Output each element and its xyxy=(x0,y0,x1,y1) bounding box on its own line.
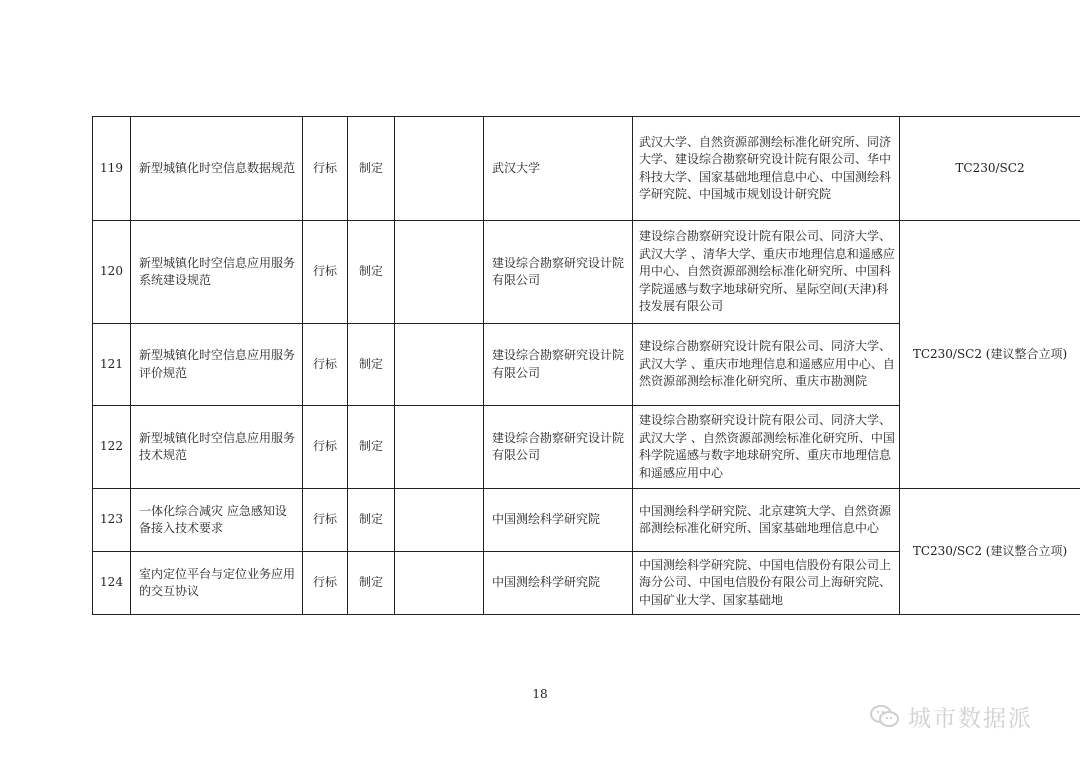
row-number: 124 xyxy=(93,552,131,615)
row-number: 120 xyxy=(93,221,131,324)
standard-name: 新型城镇化时空信息数据规范 xyxy=(131,117,303,221)
standard-type: 行标 xyxy=(303,406,348,489)
standard-name: 新型城镇化时空信息应用服务评价规范 xyxy=(131,324,303,406)
lead-unit: 建设综合勘察研究设计院有限公司 xyxy=(484,406,633,489)
row-number: 123 xyxy=(93,489,131,552)
page-number: 18 xyxy=(532,687,548,701)
wechat-icon xyxy=(870,704,900,730)
row-number: 121 xyxy=(93,324,131,406)
standard-mode: 制定 xyxy=(348,406,395,489)
lead-unit: 武汉大学 xyxy=(484,117,633,221)
empty-cell xyxy=(395,324,484,406)
participating-units: 建设综合勘察研究设计院有限公司、同济大学、武汉大学 、重庆市地理信息和遥感应用中心、自然资源部测绘标准化研究所、重庆市勘测院 xyxy=(633,324,900,406)
standard-mode: 制定 xyxy=(348,552,395,615)
standard-type: 行标 xyxy=(303,324,348,406)
standard-type: 行标 xyxy=(303,489,348,552)
participating-units: 建设综合勘察研究设计院有限公司、同济大学、武汉大学 、自然资源部测绘标准化研究所、中国科学院遥感与数字地球研究所、重庆市地理信息和遥感应用中心 xyxy=(633,406,900,489)
lead-unit: 中国测绘科学研究院 xyxy=(484,489,633,552)
empty-cell xyxy=(395,406,484,489)
standard-name: 一体化综合减灾 应急感知设备接入技术要求 xyxy=(131,489,303,552)
committee: TC230/SC2 (建议整合立项) xyxy=(900,221,1080,489)
standard-type: 行标 xyxy=(303,117,348,221)
participating-units: 建设综合勘察研究设计院有限公司、同济大学、武汉大学 、清华大学、重庆市地理信息和遥感应用中心、自然资源部测绘标准化研究所、中国科学院遥感与数字地球研究所、星际空间(天津)科技发展有限公司 xyxy=(633,221,900,324)
watermark-text: 城市数据派 xyxy=(908,706,1033,732)
empty-cell xyxy=(395,552,484,615)
watermark xyxy=(870,700,1033,733)
empty-cell xyxy=(395,221,484,324)
standards-table xyxy=(92,116,1080,615)
table-row xyxy=(93,221,1080,324)
participating-units: 中国测绘科学研究院、北京建筑大学、自然资源部测绘标准化研究所、国家基础地理信息中心 xyxy=(633,489,900,552)
empty-cell xyxy=(395,117,484,221)
standard-mode: 制定 xyxy=(348,221,395,324)
empty-cell xyxy=(395,489,484,552)
participating-units: 中国测绘科学研究院、中国电信股份有限公司上海分公司、中国电信股份有限公司上海研究院、中国矿业大学、国家基础地 xyxy=(633,552,900,615)
lead-unit: 建设综合勘察研究设计院有限公司 xyxy=(484,221,633,324)
row-number: 119 xyxy=(93,117,131,221)
standard-mode: 制定 xyxy=(348,117,395,221)
standard-name: 新型城镇化时空信息应用服务技术规范 xyxy=(131,406,303,489)
standard-mode: 制定 xyxy=(348,489,395,552)
committee: TC230/SC2 xyxy=(900,117,1080,221)
participating-units: 武汉大学、自然资源部测绘标准化研究所、同济大学、建设综合勘察研究设计院有限公司、华中科技大学、国家基础地理信息中心、中国测绘科学研究院、中国城市规划设计研究院 xyxy=(633,117,900,221)
committee: TC230/SC2 (建议整合立项) xyxy=(900,489,1080,615)
standard-name: 新型城镇化时空信息应用服务系统建设规范 xyxy=(131,221,303,324)
standard-mode: 制定 xyxy=(348,324,395,406)
lead-unit: 中国测绘科学研究院 xyxy=(484,552,633,615)
row-number: 122 xyxy=(93,406,131,489)
lead-unit: 建设综合勘察研究设计院有限公司 xyxy=(484,324,633,406)
standard-type: 行标 xyxy=(303,552,348,615)
standard-type: 行标 xyxy=(303,221,348,324)
standard-name: 室内定位平台与定位业务应用的交互协议 xyxy=(131,552,303,615)
table-row xyxy=(93,117,1080,221)
table-row xyxy=(93,489,1080,552)
